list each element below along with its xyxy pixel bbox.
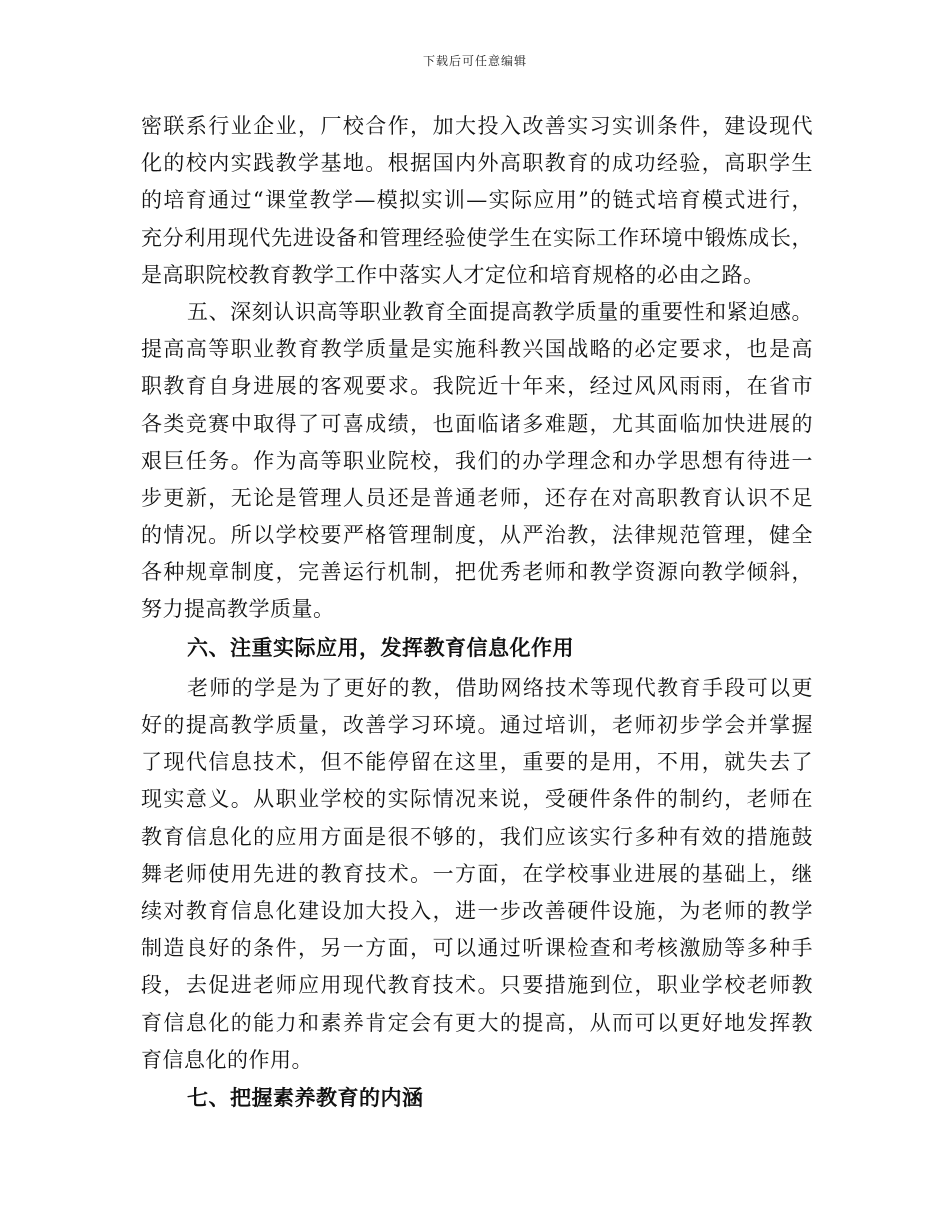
document-body — [141, 108, 813, 1120]
section-heading — [141, 1079, 813, 1116]
text-line: 化的校内实践教学基地。根据国内外高职教育的成功经验，高职学生 — [141, 151, 813, 176]
text-line: 育信息化的作用。 — [141, 1047, 313, 1072]
text-line: 老师的学是为了更好的教，借助网络技术等现代教育手段可以更 — [187, 675, 813, 700]
text-line: 了现代信息技术，但不能停留在这里，重要的是用，不用，就失去了 — [141, 750, 813, 775]
section-heading — [141, 629, 813, 666]
heading-text: 六、注重实际应用，发挥教育信息化作用 — [187, 634, 574, 660]
text-line: 艰巨任务。作为高等职业院校，我们的办学理念和办学思想有待进一 — [141, 448, 813, 473]
text-line: 育信息化的能力和素养肯定会有更大的提高，从而可以更好地发挥教 — [141, 1010, 813, 1035]
paragraph — [141, 108, 813, 294]
text-line: 续对教育信息化建设加大投入，进一步改善硬件设施，为老师的教学 — [141, 898, 813, 923]
spacer — [141, 1116, 813, 1120]
text-line: 步更新，无论是管理人员还是普通老师，还存在对高职教育认识不足 — [141, 485, 813, 510]
paragraph — [141, 294, 813, 629]
text-line: 舞老师使用先进的教育技术。一方面，在学校事业进展的基础上，继 — [141, 861, 813, 886]
text-line: 是高职院校教育教学工作中落实人才定位和培育规格的必由之路。 — [141, 262, 765, 287]
text-line: 的培育通过“课堂教学—模拟实训—实际应用”的链式培育模式进行， — [141, 188, 813, 213]
heading-text: 七、把握素养教育的内涵 — [187, 1084, 424, 1110]
text-line: 各种规章制度，完善运行机制，把优秀老师和教学资源向教学倾斜， — [141, 560, 813, 585]
text-line: 努力提高教学质量。 — [141, 597, 335, 622]
text-line: 制造良好的条件，另一方面，可以通过听课检查和考核激励等多种手 — [141, 936, 813, 961]
text-line: 好的提高教学质量，改善学习环境。通过培训，老师初步学会并掌握 — [141, 713, 813, 737]
page-header: 下载后可任意编辑 — [422, 54, 527, 68]
text-line: 充分利用现代先进设备和管理经验使学生在实际工作环境中锻炼成长， — [141, 225, 813, 250]
text-line: 密联系行业企业，厂校合作，加大投入改善实习实训条件，建设现代 — [141, 114, 813, 138]
text-line: 段，去促进老师应用现代教育技术。只要措施到位，职业学校老师教 — [141, 973, 813, 998]
text-line: 的情况。所以学校要严格管理制度，从严治教，法律规范管理，健全 — [141, 523, 813, 548]
text-line: 五、深刻认识高等职业教育全面提高教学质量的重要性和紧迫感。 — [187, 299, 813, 324]
text-line: 职教育自身进展的客观要求。我院近十年来，经过风风雨雨，在省市 — [141, 374, 813, 399]
text-line: 现实意义。从职业学校的实际情况来说，受硬件条件的制约，老师在 — [141, 787, 813, 812]
paragraph — [141, 670, 813, 1079]
text-line: 各类竞赛中取得了可喜成绩，也面临诸多难题，尤其面临加快进展的 — [141, 411, 813, 436]
text-line: 教育信息化的应用方面是很不够的，我们应该实行多种有效的措施鼓 — [141, 824, 813, 849]
text-line: 提高高等职业教育教学质量是实施科教兴国战略的必定要求，也是高 — [141, 337, 813, 362]
